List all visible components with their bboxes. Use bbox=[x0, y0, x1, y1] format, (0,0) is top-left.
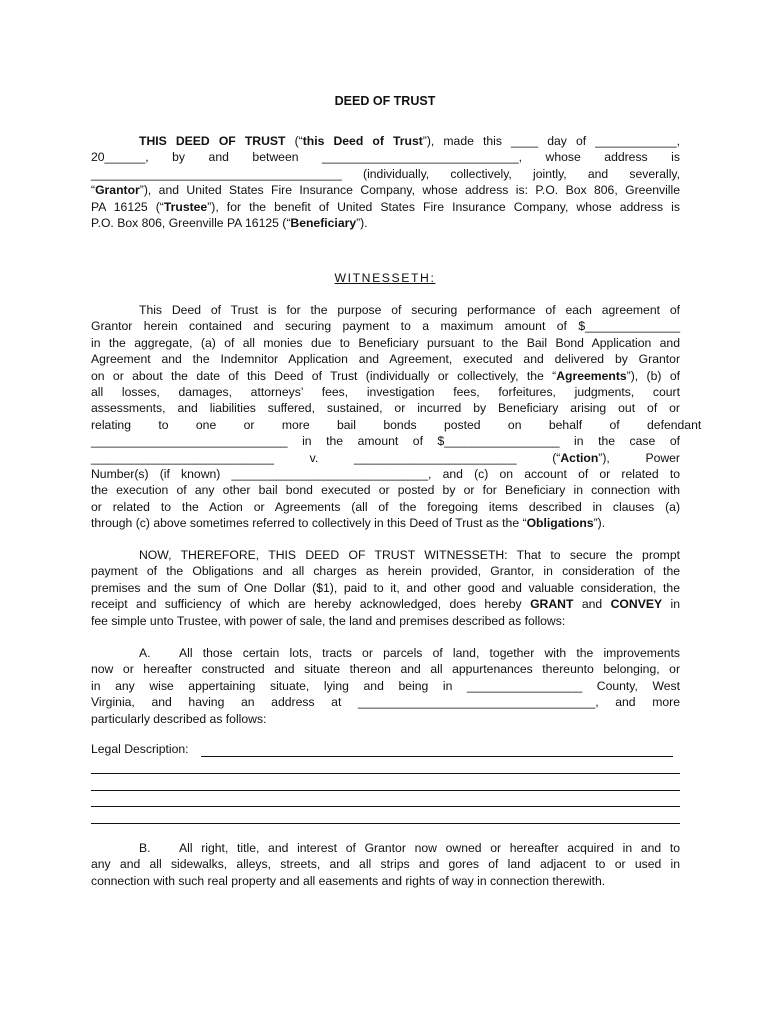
grant-text: and bbox=[573, 597, 611, 612]
agreements-term: Agreements bbox=[556, 368, 627, 383]
clause-b-line: connection with such real property and all easements and rights of way in connection therewith. bbox=[91, 873, 606, 888]
intro-bold-term: this Deed of Trust bbox=[302, 134, 423, 148]
clause-a-text: All those certain lots, tracts or parcels of land, together with the improvements bbox=[179, 646, 680, 660]
purpose-line: in the aggregate, (a) of all monies due to Beneficiary pursuant to the Bail Bond Application and bbox=[91, 335, 680, 350]
trustee-term: Trustee bbox=[163, 199, 208, 214]
intro-line bbox=[91, 182, 680, 198]
grantor-term: Grantor bbox=[95, 183, 140, 198]
purpose-line: all losses, damages, attorneys’ fees, investigation fees, forfeitures, judgments, court bbox=[91, 385, 680, 400]
grant-line: fee simple unto Trustee, with power of sale, the land and premises described as follows: bbox=[91, 613, 566, 628]
clause-b-label: B. bbox=[139, 841, 151, 855]
purpose-line: Grantor herein contained and securing payment to a maximum amount of $______________ bbox=[91, 319, 680, 334]
intro-bold-title: THIS DEED OF TRUST bbox=[139, 134, 286, 148]
purpose-paragraph bbox=[91, 302, 702, 532]
grant-term: GRANT bbox=[530, 597, 574, 612]
purpose-text: on or about the date of this Deed of Trust (individually or collectively, the “ bbox=[91, 368, 557, 383]
beneficiary-term: Beneficiary bbox=[290, 216, 357, 231]
convey-term: CONVEY bbox=[610, 597, 663, 612]
document-title: DEED OF TRUST bbox=[334, 94, 436, 108]
intro-line bbox=[91, 133, 680, 149]
intro-text: PA 16125 (“ bbox=[91, 199, 164, 214]
intro-line bbox=[91, 199, 680, 215]
legal-description-line[interactable] bbox=[91, 806, 680, 807]
grant-text: receipt and sufficiency of which are hereby acknowledged, does hereby bbox=[91, 597, 531, 612]
purpose-line: _____________________________ in the amount of $_________________ in the case of bbox=[91, 434, 680, 449]
clause-a-line bbox=[91, 645, 680, 661]
intro-text: (“ bbox=[285, 134, 303, 148]
clause-b-text: All right, title, and interest of Grantor now owned or hereafter acquired in and to bbox=[179, 841, 680, 855]
legal-description-line[interactable] bbox=[91, 823, 680, 824]
legal-description-line[interactable] bbox=[201, 756, 673, 757]
intro-line bbox=[91, 215, 680, 231]
purpose-text: ___________________________ v. ________________________ (“ bbox=[91, 450, 561, 465]
legal-description-line[interactable] bbox=[91, 790, 680, 791]
intro-text: “ bbox=[91, 183, 96, 198]
purpose-text: through (c) above sometimes referred to collectively in this Deed of Trust as the “ bbox=[91, 516, 527, 531]
clause-a-line: Virginia, and having an address at ___________________________________, and more bbox=[91, 695, 680, 710]
intro-text: ”). bbox=[356, 216, 368, 231]
clause-b bbox=[91, 840, 680, 889]
intro-text: P.O. Box 806, Greenville PA 16125 (“ bbox=[91, 216, 291, 231]
action-term: Action bbox=[560, 450, 599, 465]
intro-text: ”), made this ____ day of ____________, bbox=[422, 134, 680, 148]
grant-text: in bbox=[662, 597, 681, 612]
clause-a-line: in any wise appertaining situate, lying and being in _________________ County, West bbox=[91, 678, 680, 693]
grant-line: premises and the sum of One Dollar ($1), paid to it, and other good and valuable consideration, the bbox=[91, 580, 680, 595]
purpose-text: ”), Power bbox=[598, 450, 680, 465]
clause-a-line: particularly described as follows: bbox=[91, 711, 267, 726]
grant-line: payment of the Obligations and all charges as herein provided, Grantor, in consideration of the bbox=[91, 564, 680, 579]
purpose-line: the execution of any other bail bond executed or posted by or for Beneficiary in connection with bbox=[91, 483, 680, 498]
purpose-line bbox=[91, 368, 680, 384]
clause-a-label: A. bbox=[139, 646, 151, 660]
purpose-line: Agreement and the Indemnitor Application and Agreement, executed and delivered by Grantor bbox=[91, 352, 680, 367]
witnesseth-heading bbox=[0, 271, 770, 285]
grant-line: NOW, THEREFORE, THIS DEED OF TRUST WITNESSETH: That to secure the prompt bbox=[139, 548, 680, 562]
clause-b-line bbox=[91, 840, 680, 856]
grant-paragraph bbox=[91, 547, 680, 629]
purpose-line: relating to one or more bail bonds posted on behalf of defendant bbox=[91, 417, 702, 432]
intro-line: _____________________________________ (individually, collectively, jointly, and severally, bbox=[91, 166, 680, 181]
intro-text: ”), and United States Fire Insurance Company, whose address is: P.O. Box 806, Greenville bbox=[139, 183, 680, 198]
grant-line bbox=[91, 596, 680, 612]
purpose-line: Number(s) (if known) _____________________________, and (c) on account of or related to bbox=[91, 467, 680, 482]
clause-b-line: any and all sidewalks, alleys, streets, and all strips and gores of land adjacent to or used in bbox=[91, 857, 680, 872]
intro-text: ”), for the benefit of United States Fire Insurance Company, whose address is bbox=[207, 199, 680, 214]
intro-paragraph bbox=[91, 133, 680, 231]
witnesseth-text: WITNESSETH: bbox=[334, 271, 436, 285]
purpose-line: assessments, and liabilities suffered, sustained, or incurred by Beneficiary arising out of or bbox=[91, 401, 680, 416]
purpose-line: or related to the Action or Agreements (all of the foregoing items described in clauses (a) bbox=[91, 499, 680, 514]
purpose-line bbox=[91, 450, 680, 466]
legal-description-label bbox=[91, 742, 189, 756]
purpose-text: ”). bbox=[593, 516, 606, 531]
legal-description-line[interactable] bbox=[91, 773, 680, 774]
purpose-line bbox=[91, 515, 680, 531]
purpose-text: ”), (b) of bbox=[626, 368, 680, 383]
clause-a-line: now or hereafter constructed and situate thereon and all appurtenances thereunto belonging, or bbox=[91, 662, 680, 677]
clause-a bbox=[91, 645, 680, 727]
legal-description-text: Legal Description: bbox=[91, 742, 189, 756]
obligations-term: Obligations bbox=[526, 516, 594, 531]
purpose-line: This Deed of Trust is for the purpose of securing performance of each agreement of bbox=[139, 303, 680, 317]
intro-line: 20______, by and between _____________________________, whose address is bbox=[91, 150, 680, 165]
